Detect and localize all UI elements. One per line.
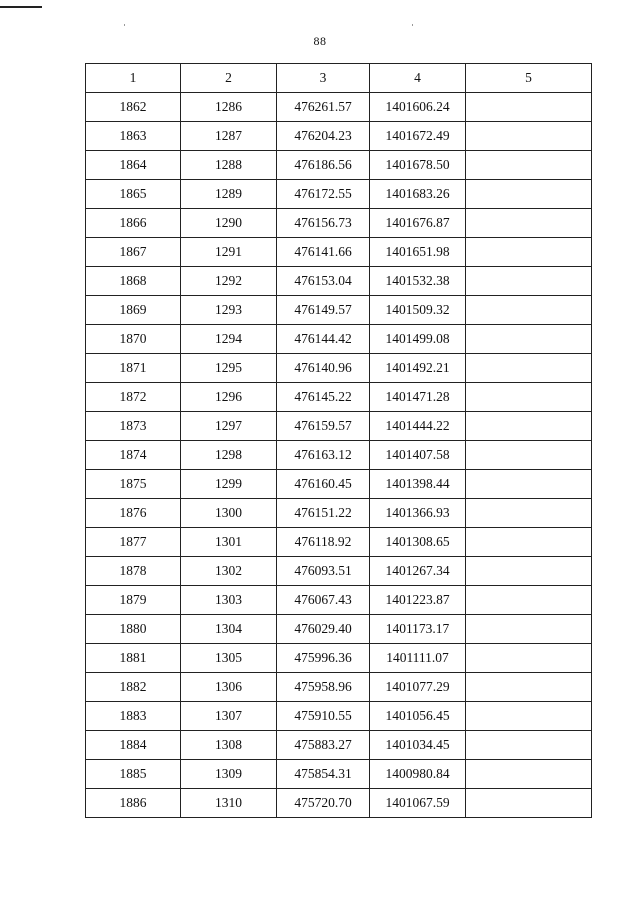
table-row <box>86 151 592 180</box>
table-cell: 476140.96 <box>277 354 370 383</box>
table-cell: 1875 <box>86 470 181 499</box>
table-cell: 1401492.21 <box>370 354 466 383</box>
table-cell: 1305 <box>181 644 277 673</box>
table-cell <box>466 209 592 238</box>
table-cell <box>466 151 592 180</box>
table-cell <box>466 586 592 615</box>
table-row <box>86 470 592 499</box>
table-row <box>86 267 592 296</box>
column-header: 2 <box>181 64 277 93</box>
table-cell: 1291 <box>181 238 277 267</box>
table-cell <box>466 528 592 557</box>
table-cell: 476141.66 <box>277 238 370 267</box>
table-cell: 476153.04 <box>277 267 370 296</box>
table-cell: 476149.57 <box>277 296 370 325</box>
table-cell: 476093.51 <box>277 557 370 586</box>
table-cell: 1299 <box>181 470 277 499</box>
table-row <box>86 673 592 702</box>
table-row <box>86 586 592 615</box>
table-cell <box>466 296 592 325</box>
table-cell: 1401672.49 <box>370 122 466 151</box>
table-cell: 1288 <box>181 151 277 180</box>
table-cell <box>466 760 592 789</box>
table-row <box>86 644 592 673</box>
table-row <box>86 615 592 644</box>
table-cell: 1401077.29 <box>370 673 466 702</box>
table-cell: 1401471.28 <box>370 383 466 412</box>
table-cell: 1870 <box>86 325 181 354</box>
table-body <box>86 93 592 818</box>
table-cell: 1401056.45 <box>370 702 466 731</box>
table-cell: 1883 <box>86 702 181 731</box>
table-cell <box>466 615 592 644</box>
table-cell: 1885 <box>86 760 181 789</box>
table-cell: 1872 <box>86 383 181 412</box>
table-cell <box>466 644 592 673</box>
table-header-row <box>86 64 592 93</box>
table-row <box>86 209 592 238</box>
table-cell: 1874 <box>86 441 181 470</box>
table-cell: 1296 <box>181 383 277 412</box>
table-cell <box>466 557 592 586</box>
table-cell: 1289 <box>181 180 277 209</box>
table-cell: 476163.12 <box>277 441 370 470</box>
table-cell: 475996.36 <box>277 644 370 673</box>
table-cell: 1401111.07 <box>370 644 466 673</box>
table-cell: 1295 <box>181 354 277 383</box>
table-cell: 1287 <box>181 122 277 151</box>
table-cell: 1869 <box>86 296 181 325</box>
table-cell: 1878 <box>86 557 181 586</box>
table-cell: 1309 <box>181 760 277 789</box>
table-row <box>86 731 592 760</box>
table-cell: 476160.45 <box>277 470 370 499</box>
table-row <box>86 789 592 818</box>
table-cell: 1401444.22 <box>370 412 466 441</box>
table-row <box>86 122 592 151</box>
table-cell: 1400980.84 <box>370 760 466 789</box>
table-cell: 476159.57 <box>277 412 370 441</box>
table-cell: 1401606.24 <box>370 93 466 122</box>
table-row <box>86 557 592 586</box>
table-cell <box>466 470 592 499</box>
table-row <box>86 325 592 354</box>
table-cell <box>466 702 592 731</box>
table-cell: 1290 <box>181 209 277 238</box>
table-cell: 1866 <box>86 209 181 238</box>
table-cell: 1401683.26 <box>370 180 466 209</box>
table-cell: 1286 <box>181 93 277 122</box>
table-cell: 1877 <box>86 528 181 557</box>
table-cell: 1882 <box>86 673 181 702</box>
table-cell: 1401067.59 <box>370 789 466 818</box>
table-cell: 1401366.93 <box>370 499 466 528</box>
table-cell: 475910.55 <box>277 702 370 731</box>
table-cell: 476204.23 <box>277 122 370 151</box>
table-cell: 1886 <box>86 789 181 818</box>
table-cell <box>466 441 592 470</box>
table-cell: 1304 <box>181 615 277 644</box>
table-cell: 1880 <box>86 615 181 644</box>
table-cell: 1401678.50 <box>370 151 466 180</box>
scan-speck <box>124 24 125 26</box>
table-cell: 1401407.58 <box>370 441 466 470</box>
table-cell: 476029.40 <box>277 615 370 644</box>
table-cell: 475958.96 <box>277 673 370 702</box>
coordinates-table <box>85 63 592 818</box>
table-cell: 1307 <box>181 702 277 731</box>
table-cell <box>466 499 592 528</box>
table-cell <box>466 122 592 151</box>
table-cell: 1865 <box>86 180 181 209</box>
table-cell: 475854.31 <box>277 760 370 789</box>
table-row <box>86 180 592 209</box>
table-row <box>86 93 592 122</box>
table-cell: 476067.43 <box>277 586 370 615</box>
table-cell: 1864 <box>86 151 181 180</box>
table-cell: 1401676.87 <box>370 209 466 238</box>
table-cell: 476144.42 <box>277 325 370 354</box>
table-cell: 1868 <box>86 267 181 296</box>
table-cell: 1401034.45 <box>370 731 466 760</box>
table-cell: 1294 <box>181 325 277 354</box>
table-cell: 1301 <box>181 528 277 557</box>
table-cell: 1884 <box>86 731 181 760</box>
table-cell: 1401532.38 <box>370 267 466 296</box>
table-cell: 1401651.98 <box>370 238 466 267</box>
table-cell: 1401223.87 <box>370 586 466 615</box>
table-cell: 1863 <box>86 122 181 151</box>
scan-speck <box>412 24 413 26</box>
table-cell <box>466 325 592 354</box>
table-cell: 476151.22 <box>277 499 370 528</box>
table-cell: 1879 <box>86 586 181 615</box>
table-cell <box>466 93 592 122</box>
table-row <box>86 238 592 267</box>
table-cell <box>466 267 592 296</box>
table-cell: 1401173.17 <box>370 615 466 644</box>
table-cell: 1303 <box>181 586 277 615</box>
table-cell <box>466 238 592 267</box>
table-row <box>86 296 592 325</box>
table-cell <box>466 789 592 818</box>
table-cell: 1401398.44 <box>370 470 466 499</box>
table-cell: 1401509.32 <box>370 296 466 325</box>
table-cell <box>466 383 592 412</box>
table-cell: 476145.22 <box>277 383 370 412</box>
table-row <box>86 383 592 412</box>
table-cell: 1302 <box>181 557 277 586</box>
table-cell: 476186.56 <box>277 151 370 180</box>
table-row <box>86 702 592 731</box>
column-header: 3 <box>277 64 370 93</box>
table-row <box>86 499 592 528</box>
scan-corner-mark <box>0 6 42 8</box>
table-cell: 1867 <box>86 238 181 267</box>
column-header: 5 <box>466 64 592 93</box>
table-cell: 1881 <box>86 644 181 673</box>
column-header: 1 <box>86 64 181 93</box>
table-cell <box>466 412 592 441</box>
table-row <box>86 528 592 557</box>
table-cell: 1298 <box>181 441 277 470</box>
table-cell: 476261.57 <box>277 93 370 122</box>
table-cell: 1306 <box>181 673 277 702</box>
table-cell: 1871 <box>86 354 181 383</box>
table-cell: 1876 <box>86 499 181 528</box>
table-cell: 1873 <box>86 412 181 441</box>
page-number: 88 <box>313 34 327 48</box>
table-cell: 476118.92 <box>277 528 370 557</box>
table-cell: 1862 <box>86 93 181 122</box>
table-cell: 476172.55 <box>277 180 370 209</box>
table-cell: 1297 <box>181 412 277 441</box>
table-row <box>86 441 592 470</box>
table-cell <box>466 673 592 702</box>
table-row <box>86 412 592 441</box>
table-cell: 1308 <box>181 731 277 760</box>
table-cell: 1401308.65 <box>370 528 466 557</box>
table-cell <box>466 354 592 383</box>
table-row <box>86 760 592 789</box>
table-cell: 1292 <box>181 267 277 296</box>
table-cell: 475720.70 <box>277 789 370 818</box>
table-cell: 475883.27 <box>277 731 370 760</box>
table-cell: 1293 <box>181 296 277 325</box>
table-cell: 1310 <box>181 789 277 818</box>
table-cell: 1401267.34 <box>370 557 466 586</box>
table-row <box>86 354 592 383</box>
table-cell <box>466 731 592 760</box>
column-header: 4 <box>370 64 466 93</box>
table-cell <box>466 180 592 209</box>
table-cell: 1300 <box>181 499 277 528</box>
table-cell: 476156.73 <box>277 209 370 238</box>
table-cell: 1401499.08 <box>370 325 466 354</box>
